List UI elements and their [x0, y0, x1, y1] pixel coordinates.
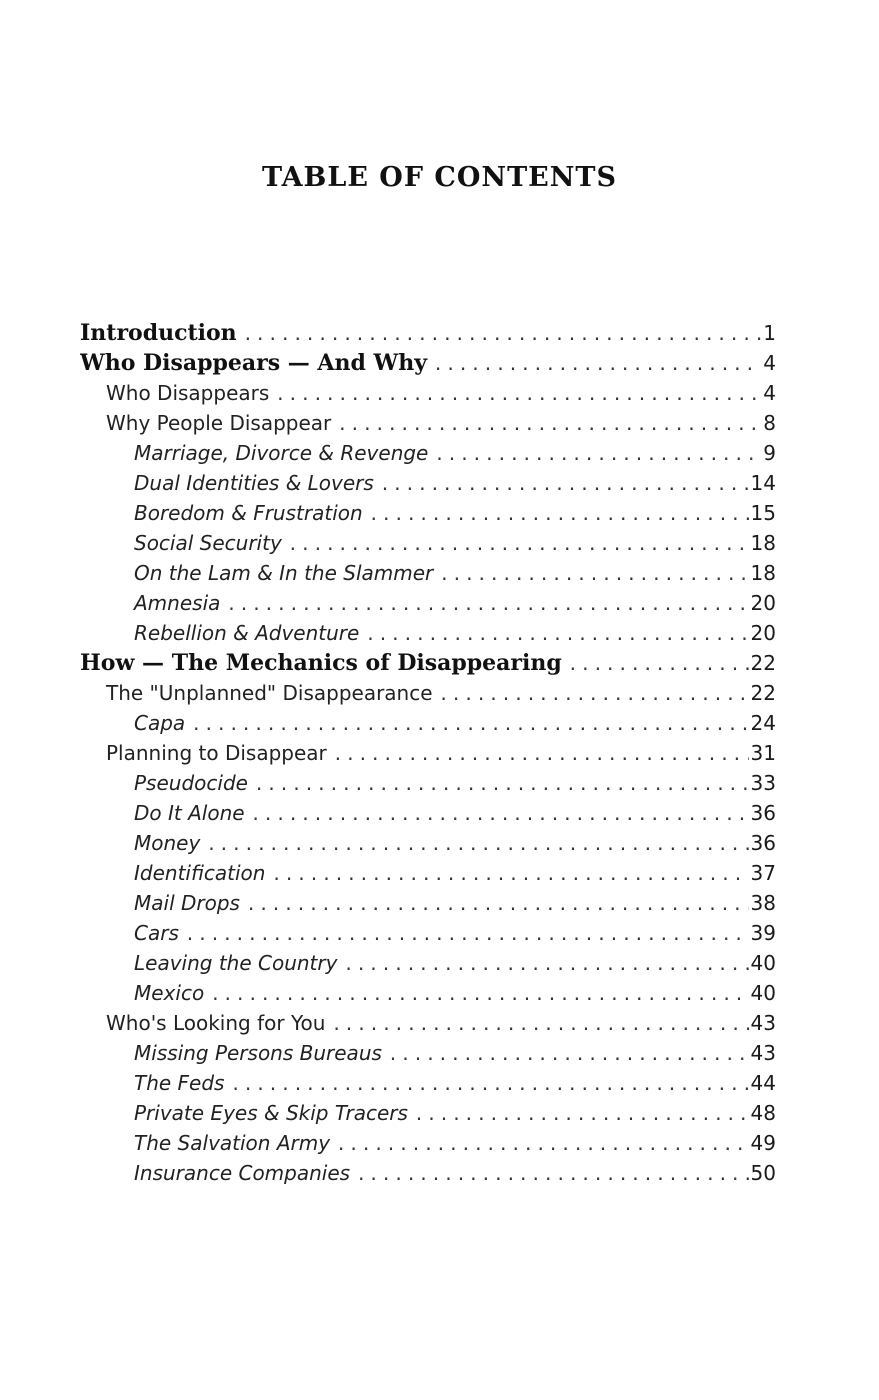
toc-entry [80, 618, 776, 648]
toc-entry-page-number: 36 [750, 801, 776, 825]
page-title: TABLE OF CONTENTS [261, 162, 618, 193]
dot-leader [251, 800, 749, 828]
toc-entry-title: Mexico [134, 981, 205, 1005]
toc-entry [80, 768, 776, 798]
toc-entry-title: Money [134, 831, 201, 855]
toc-entry [80, 348, 776, 378]
toc-entry [80, 378, 776, 408]
dot-leader [439, 680, 749, 708]
toc-entry-title: Capa [134, 711, 186, 735]
toc-entry-title: Pseudocide [134, 771, 248, 795]
toc-entry-title: The Feds [134, 1071, 225, 1095]
toc-entry-page-number: 8 [763, 411, 776, 435]
toc-entry [80, 1068, 776, 1098]
toc-entry-page-number: 40 [750, 951, 776, 975]
toc-entry-title: Amnesia [134, 591, 221, 615]
toc-entry-page-number: 1 [763, 321, 776, 345]
dot-leader [388, 1040, 749, 1068]
toc-entry-title: Boredom & Frustration [134, 501, 363, 525]
toc-entry-page-number: 36 [750, 831, 776, 855]
toc-entry-title: Leaving the Country [134, 951, 338, 975]
toc-entry [80, 1158, 776, 1188]
dot-leader [210, 980, 748, 1008]
toc-entry-page-number: 14 [750, 471, 776, 495]
dot-leader [288, 530, 749, 558]
toc-entry-page-number: 24 [750, 711, 776, 735]
toc-entry [80, 1008, 776, 1038]
dot-leader [331, 1010, 748, 1038]
toc-entry-title: Cars [134, 921, 179, 945]
toc-entry-title: Who Disappears [106, 381, 270, 405]
toc-entry-title: Social Security [134, 531, 282, 555]
dot-leader [568, 650, 749, 678]
toc-entry [80, 558, 776, 588]
toc-entry-title: Insurance Companies [134, 1161, 351, 1185]
dot-leader [246, 890, 749, 918]
toc-entry-page-number: 18 [750, 561, 776, 585]
dot-leader [369, 500, 749, 528]
toc-entry [80, 918, 776, 948]
toc-entry [80, 408, 776, 438]
toc-entry-title: Who Disappears — And Why [80, 350, 428, 376]
toc-entry-page-number: 20 [750, 621, 776, 645]
toc-entry-title: Planning to Disappear [106, 741, 327, 765]
toc-entry-page-number: 22 [750, 681, 776, 705]
toc-entry [80, 528, 776, 558]
dot-leader [333, 740, 749, 768]
dot-leader [191, 710, 748, 738]
dot-leader [343, 950, 748, 978]
dot-leader [254, 770, 749, 798]
dot-leader [380, 470, 749, 498]
toc-entry-title: Identification [134, 861, 266, 885]
toc-entry [80, 468, 776, 498]
dot-leader [230, 1070, 748, 1098]
toc-entry-title: Dual Identities & Lovers [134, 471, 374, 495]
toc-entry [80, 648, 776, 678]
toc-entry-page-number: 33 [750, 771, 776, 795]
toc-entry-page-number: 43 [750, 1011, 776, 1035]
toc-entry [80, 498, 776, 528]
toc-entry [80, 858, 776, 888]
dot-leader [356, 1160, 748, 1188]
toc-entry-title: Rebellion & Adventure [134, 621, 360, 645]
toc-entry [80, 1038, 776, 1068]
dot-leader [271, 860, 748, 888]
toc-entry-title: Missing Persons Bureaus [134, 1041, 382, 1065]
toc-entry-page-number: 31 [750, 741, 776, 765]
toc-entry-title: Why People Disappear [106, 411, 332, 435]
dot-leader [226, 590, 748, 618]
toc-entry-page-number: 15 [750, 501, 776, 525]
dot-leader [433, 350, 761, 378]
toc-entry [80, 318, 776, 348]
toc-entry [80, 978, 776, 1008]
toc-entry-title: Private Eyes & Skip Tracers [134, 1101, 408, 1125]
toc-entry-page-number: 40 [750, 981, 776, 1005]
toc-entry [80, 708, 776, 738]
toc-entry-title: Introduction [80, 320, 237, 346]
dot-leader [434, 440, 761, 468]
toc-entry [80, 678, 776, 708]
toc-entry-page-number: 22 [750, 651, 776, 675]
dot-leader [439, 560, 748, 588]
toc-entry-title: Do It Alone [134, 801, 245, 825]
dot-leader [243, 320, 762, 348]
dot-leader [275, 380, 761, 408]
toc-entry-page-number: 18 [750, 531, 776, 555]
toc-entry-title: The Salvation Army [134, 1131, 331, 1155]
toc-entry-page-number: 4 [763, 381, 776, 405]
dot-leader [414, 1100, 749, 1128]
dot-leader [336, 1130, 749, 1158]
toc-entry-title: Mail Drops [134, 891, 240, 915]
toc-entry-page-number: 44 [750, 1071, 776, 1095]
dot-leader [185, 920, 749, 948]
toc-entry-page-number: 48 [750, 1101, 776, 1125]
toc-entry [80, 1128, 776, 1158]
toc-entry-page-number: 20 [750, 591, 776, 615]
toc-entry-page-number: 50 [750, 1161, 776, 1185]
toc-entry [80, 828, 776, 858]
toc-entry-page-number: 39 [750, 921, 776, 945]
toc-entry-page-number: 4 [763, 351, 776, 375]
toc-entry-page-number: 37 [750, 861, 776, 885]
toc-entry-page-number: 49 [750, 1131, 776, 1155]
dot-leader [337, 410, 761, 438]
toc-entry [80, 948, 776, 978]
toc-entry-page-number: 9 [763, 441, 776, 465]
dot-leader [206, 830, 748, 858]
toc-entry [80, 798, 776, 828]
toc-entry [80, 438, 776, 468]
toc-entry-title: The "Unplanned" Disappearance [106, 681, 433, 705]
toc-entry [80, 588, 776, 618]
toc-entry [80, 1098, 776, 1128]
toc-entry [80, 888, 776, 918]
toc-entry-title: Marriage, Divorce & Revenge [134, 441, 429, 465]
toc-entry-title: On the Lam & In the Slammer [134, 561, 434, 585]
toc-entry [80, 738, 776, 768]
table-of-contents [80, 318, 776, 1188]
toc-entry-page-number: 43 [750, 1041, 776, 1065]
toc-entry-page-number: 38 [750, 891, 776, 915]
toc-entry-title: Who's Looking for You [106, 1011, 326, 1035]
dot-leader [365, 620, 748, 648]
toc-entry-title: How — The Mechanics of Disappearing [80, 650, 562, 676]
